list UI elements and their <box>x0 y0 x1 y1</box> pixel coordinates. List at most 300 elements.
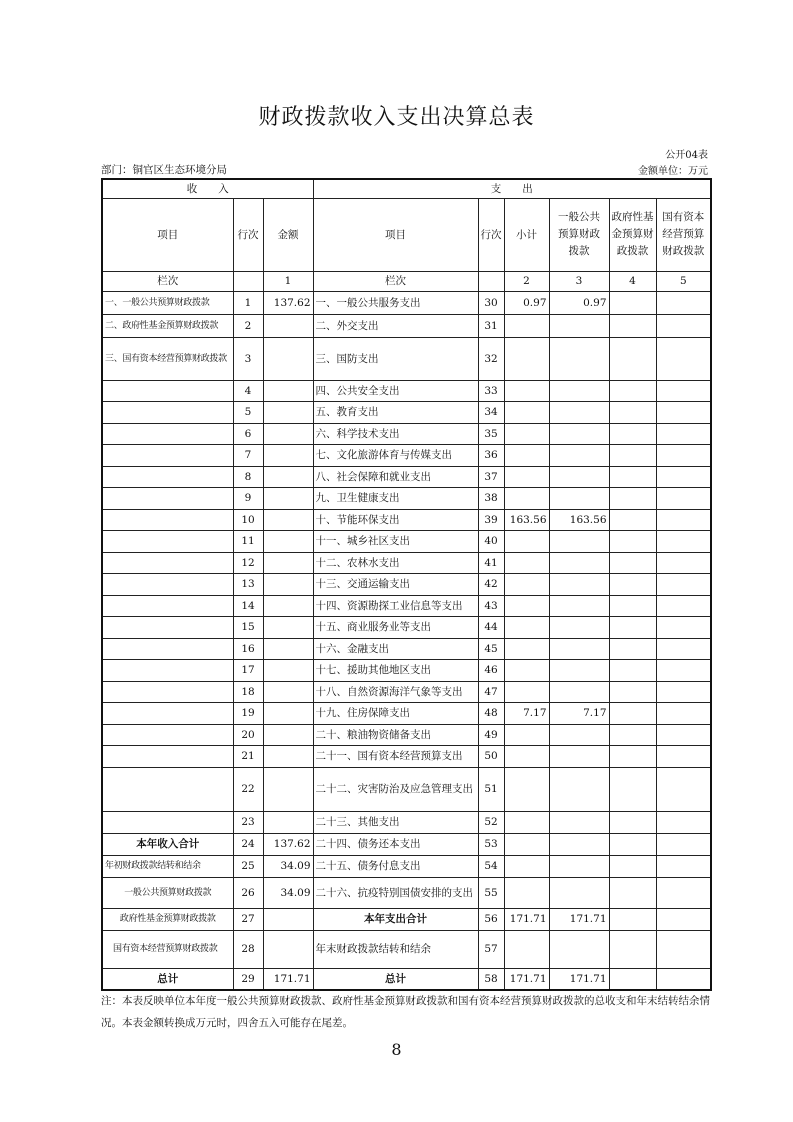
general-budget-cell <box>549 877 609 908</box>
state-capital-cell <box>656 833 711 855</box>
state-capital-cell <box>656 703 711 725</box>
expense-item-cell: 五、教育支出 <box>313 402 478 424</box>
gov-fund-index: 4 <box>609 271 656 291</box>
general-budget-cell <box>549 337 609 380</box>
income-item-cell <box>102 509 233 531</box>
income-line-cell: 6 <box>233 423 263 445</box>
income-amount-cell <box>263 703 313 725</box>
expense-item-cell: 年末财政拨款结转和结余 <box>313 930 478 968</box>
income-item-cell: 国有资本经营预算财政拨款 <box>102 930 233 968</box>
income-amount-cell <box>263 402 313 424</box>
expense-line-cell: 35 <box>478 423 504 445</box>
expense-item-cell: 十、节能环保支出 <box>313 509 478 531</box>
state-capital-cell <box>656 574 711 596</box>
state-capital-cell <box>656 380 711 402</box>
income-amount-cell: 34.09 <box>263 877 313 908</box>
subtotal-cell <box>504 314 549 337</box>
expense-line-cell: 34 <box>478 402 504 424</box>
income-amount-cell <box>263 595 313 617</box>
income-item-cell <box>102 402 233 424</box>
income-line-cell: 24 <box>233 833 263 855</box>
state-capital-cell <box>656 746 711 768</box>
table-footnote: 注：本表反映单位本年度一般公共预算财政拨款、政府性基金预算财政拨款和国有资本经营预算财政拨款的总收支和年末结转结余情况。本表金额转换成万元时，四舍五入可能存在尾差。 <box>101 995 710 1029</box>
income-item-cell <box>102 681 233 703</box>
subtotal-cell: 7.17 <box>504 703 549 725</box>
table-row <box>102 767 711 811</box>
income-amount-cell: 34.09 <box>263 855 313 877</box>
expense-line-cell: 45 <box>478 638 504 660</box>
expense-line-cell: 50 <box>478 746 504 768</box>
expense-line-cell: 52 <box>478 811 504 833</box>
table-row <box>102 466 711 488</box>
gov-fund-cell <box>609 877 656 908</box>
general-budget-cell: 7.17 <box>549 703 609 725</box>
state-capital-cell <box>656 811 711 833</box>
expense-item-cell: 二、外交支出 <box>313 314 478 337</box>
gov-fund-cell <box>609 531 656 553</box>
income-line-cell: 18 <box>233 681 263 703</box>
income-item-cell <box>102 767 233 811</box>
gov-fund-cell <box>609 855 656 877</box>
column-header-row <box>102 198 711 271</box>
general-budget-cell <box>549 746 609 768</box>
income-item-cell <box>102 466 233 488</box>
income-amount-cell <box>263 423 313 445</box>
income-item-header: 项目 <box>102 198 233 271</box>
income-line-cell: 22 <box>233 767 263 811</box>
form-number: 公开04表 <box>665 150 708 161</box>
table-row <box>102 488 711 510</box>
subtotal-header: 小计 <box>504 198 549 271</box>
income-line-cell: 29 <box>233 968 263 990</box>
income-amount-cell <box>263 380 313 402</box>
expense-line-cell: 47 <box>478 681 504 703</box>
subtotal-cell <box>504 681 549 703</box>
table-row <box>102 746 711 768</box>
gov-fund-cell <box>609 660 656 682</box>
expense-item-cell: 总计 <box>313 968 478 990</box>
state-capital-cell <box>656 552 711 574</box>
income-item-cell <box>102 638 233 660</box>
gov-fund-cell <box>609 423 656 445</box>
income-item-cell: 总计 <box>102 968 233 990</box>
income-item-cell: 三、国有资本经营预算财政拨款 <box>102 337 233 380</box>
expense-line-cell: 51 <box>478 767 504 811</box>
income-item-cell: 一、一般公共预算财政拨款 <box>102 291 233 314</box>
income-line-cell: 8 <box>233 466 263 488</box>
state-capital-cell <box>656 488 711 510</box>
expense-item-cell: 二十、粮油物资储备支出 <box>313 724 478 746</box>
expense-item-header: 项目 <box>313 198 478 271</box>
general-budget-cell: 171.71 <box>549 908 609 930</box>
expense-item-cell: 十四、资源勘探工业信息等支出 <box>313 595 478 617</box>
income-line-cell: 16 <box>233 638 263 660</box>
table-row <box>102 314 711 337</box>
general-budget-cell <box>549 445 609 467</box>
general-budget-cell <box>549 617 609 639</box>
gov-fund-cell <box>609 337 656 380</box>
subtotal-cell <box>504 930 549 968</box>
income-line-cell: 1 <box>233 291 263 314</box>
subtotal-cell <box>504 767 549 811</box>
expense-line-cell: 48 <box>478 703 504 725</box>
gov-fund-cell <box>609 595 656 617</box>
general-budget-cell <box>549 855 609 877</box>
income-group-header: 收 入 <box>102 179 313 198</box>
income-item-cell <box>102 703 233 725</box>
state-capital-cell <box>656 968 711 990</box>
general-budget-index: 3 <box>549 271 609 291</box>
gov-fund-cell <box>609 509 656 531</box>
subtotal-cell <box>504 638 549 660</box>
general-budget-cell <box>549 681 609 703</box>
general-budget-cell <box>549 531 609 553</box>
table-row <box>102 833 711 855</box>
subtotal-cell <box>504 877 549 908</box>
general-budget-cell <box>549 638 609 660</box>
expense-line-header: 行次 <box>478 198 504 271</box>
general-budget-cell <box>549 724 609 746</box>
income-item-cell <box>102 380 233 402</box>
subtotal-cell <box>504 337 549 380</box>
expense-line-cell: 36 <box>478 445 504 467</box>
state-capital-cell <box>656 445 711 467</box>
income-line-cell: 27 <box>233 908 263 930</box>
gov-fund-cell <box>609 833 656 855</box>
income-item-cell <box>102 746 233 768</box>
state-capital-header: 国有资本经营预算财政拨款 <box>656 198 711 271</box>
general-budget-cell: 163.56 <box>549 509 609 531</box>
subtotal-cell: 0.97 <box>504 291 549 314</box>
income-item-cell: 年初财政拨款结转和结余 <box>102 855 233 877</box>
subtotal-cell <box>504 552 549 574</box>
state-capital-cell <box>656 877 711 908</box>
expense-item-cell: 四、公共安全支出 <box>313 380 478 402</box>
table-row <box>102 703 711 725</box>
table-row <box>102 337 711 380</box>
income-item-cell <box>102 811 233 833</box>
gov-fund-cell <box>609 445 656 467</box>
subtotal-cell: 163.56 <box>504 509 549 531</box>
income-amount-cell <box>263 466 313 488</box>
income-line-header: 行次 <box>233 198 263 271</box>
income-amount-cell <box>263 811 313 833</box>
gov-fund-cell <box>609 314 656 337</box>
expense-item-cell: 七、文化旅游体育与传媒支出 <box>313 445 478 467</box>
state-capital-cell <box>656 930 711 968</box>
gov-fund-cell <box>609 968 656 990</box>
expense-line-cell: 54 <box>478 855 504 877</box>
expense-line-cell: 58 <box>478 968 504 990</box>
state-capital-cell <box>656 531 711 553</box>
income-line-cell: 21 <box>233 746 263 768</box>
subtotal-cell <box>504 531 549 553</box>
gov-fund-cell <box>609 811 656 833</box>
department-label: 部门：铜官区生态环境分局 <box>101 164 227 176</box>
income-amount-cell <box>263 337 313 380</box>
subtotal-cell <box>504 595 549 617</box>
gov-fund-header: 政府性基金预算财政拨款 <box>609 198 656 271</box>
subtotal-cell <box>504 660 549 682</box>
income-amount-cell: 137.62 <box>263 833 313 855</box>
gov-fund-cell <box>609 617 656 639</box>
general-budget-cell <box>549 402 609 424</box>
gov-fund-cell <box>609 574 656 596</box>
subtotal-cell <box>504 617 549 639</box>
table-row <box>102 291 711 314</box>
table-row <box>102 681 711 703</box>
expense-item-cell: 十八、自然资源海洋气象等支出 <box>313 681 478 703</box>
income-line-cell: 12 <box>233 552 263 574</box>
general-budget-cell: 0.97 <box>549 291 609 314</box>
income-amount-cell <box>263 574 313 596</box>
page-number: 8 <box>391 1040 402 1059</box>
subtotal-cell <box>504 811 549 833</box>
income-amount-cell <box>263 617 313 639</box>
expense-line-cell: 38 <box>478 488 504 510</box>
income-line-cell: 5 <box>233 402 263 424</box>
expense-line-cell: 32 <box>478 337 504 380</box>
table-row <box>102 509 711 531</box>
expense-item-cell: 十七、援助其他地区支出 <box>313 660 478 682</box>
subtotal-cell <box>504 833 549 855</box>
general-budget-cell <box>549 574 609 596</box>
subtotal-cell <box>504 855 549 877</box>
group-header-row <box>102 179 711 198</box>
expense-item-cell: 九、卫生健康支出 <box>313 488 478 510</box>
expense-item-cell: 一、一般公共服务支出 <box>313 291 478 314</box>
income-amount-cell: 171.71 <box>263 968 313 990</box>
table-row <box>102 877 711 908</box>
table-row <box>102 445 711 467</box>
general-budget-cell <box>549 314 609 337</box>
income-item-cell <box>102 531 233 553</box>
income-amount-cell <box>263 445 313 467</box>
subtotal-cell <box>504 445 549 467</box>
subtotal-cell <box>504 402 549 424</box>
general-budget-header: 一般公共预算财政拨款 <box>549 198 609 271</box>
income-item-cell <box>102 660 233 682</box>
expense-item-cell: 十三、交通运输支出 <box>313 574 478 596</box>
subtotal-cell <box>504 724 549 746</box>
general-budget-cell <box>549 767 609 811</box>
gov-fund-cell <box>609 380 656 402</box>
expense-item-cell: 十六、金融支出 <box>313 638 478 660</box>
income-amount-index: 1 <box>263 271 313 291</box>
expense-line-cell: 49 <box>478 724 504 746</box>
income-amount-header: 金额 <box>263 198 313 271</box>
income-line-cell: 14 <box>233 595 263 617</box>
state-capital-cell <box>656 617 711 639</box>
general-budget-cell <box>549 595 609 617</box>
general-budget-cell <box>549 423 609 445</box>
gov-fund-cell <box>609 681 656 703</box>
table-row <box>102 638 711 660</box>
expense-line-cell: 55 <box>478 877 504 908</box>
expense-line-cell: 57 <box>478 930 504 968</box>
expense-line-cell: 37 <box>478 466 504 488</box>
income-amount-cell <box>263 724 313 746</box>
income-item-cell <box>102 724 233 746</box>
income-line-cell: 9 <box>233 488 263 510</box>
income-line-cell: 19 <box>233 703 263 725</box>
gov-fund-cell <box>609 552 656 574</box>
income-line-cell: 17 <box>233 660 263 682</box>
income-line-cell: 3 <box>233 337 263 380</box>
gov-fund-cell <box>609 746 656 768</box>
income-amount-cell <box>263 509 313 531</box>
expense-item-cell: 二十六、抗疫特别国债安排的支出 <box>313 877 478 908</box>
table-row <box>102 402 711 424</box>
gov-fund-cell <box>609 402 656 424</box>
table-row <box>102 574 711 596</box>
state-capital-cell <box>656 291 711 314</box>
table-row <box>102 531 711 553</box>
expense-item-cell: 八、社会保障和就业支出 <box>313 466 478 488</box>
general-budget-cell <box>549 466 609 488</box>
gov-fund-cell <box>609 724 656 746</box>
income-item-cell <box>102 423 233 445</box>
gov-fund-cell <box>609 638 656 660</box>
income-amount-cell <box>263 767 313 811</box>
gov-fund-cell <box>609 767 656 811</box>
general-budget-cell <box>549 380 609 402</box>
general-budget-cell <box>549 660 609 682</box>
page-title: 财政拨款收入支出决算总表 <box>258 105 535 130</box>
subtotal-cell: 171.71 <box>504 908 549 930</box>
income-amount-cell <box>263 552 313 574</box>
state-capital-cell <box>656 595 711 617</box>
expense-item-cell: 三、国防支出 <box>313 337 478 380</box>
expense-line-cell: 41 <box>478 552 504 574</box>
income-amount-cell <box>263 681 313 703</box>
income-item-cell: 二、政府性基金预算财政拨款 <box>102 314 233 337</box>
expense-item-cell: 十二、农林水支出 <box>313 552 478 574</box>
general-budget-cell <box>549 488 609 510</box>
expense-item-cell: 二十二、灾害防治及应急管理支出 <box>313 767 478 811</box>
expense-item-cell: 二十四、债务还本支出 <box>313 833 478 855</box>
income-amount-cell: 137.62 <box>263 291 313 314</box>
subtotal-cell <box>504 488 549 510</box>
gov-fund-cell <box>609 703 656 725</box>
expense-line-cell: 40 <box>478 531 504 553</box>
income-line-index <box>233 271 263 291</box>
income-line-cell: 10 <box>233 509 263 531</box>
column-index-row <box>102 271 711 291</box>
table-row <box>102 908 711 930</box>
income-amount-cell <box>263 531 313 553</box>
gov-fund-cell <box>609 908 656 930</box>
expense-item-cell: 六、科学技术支出 <box>313 423 478 445</box>
expense-line-cell: 56 <box>478 908 504 930</box>
subtotal-index: 2 <box>504 271 549 291</box>
table-row <box>102 930 711 968</box>
general-budget-cell <box>549 833 609 855</box>
income-index-label: 栏次 <box>102 271 233 291</box>
expense-index-label: 栏次 <box>313 271 478 291</box>
state-capital-cell <box>656 767 711 811</box>
state-capital-cell <box>656 908 711 930</box>
state-capital-cell <box>656 423 711 445</box>
income-item-cell <box>102 595 233 617</box>
income-amount-cell <box>263 660 313 682</box>
state-capital-cell <box>656 660 711 682</box>
expense-line-index <box>478 271 504 291</box>
expense-line-cell: 53 <box>478 833 504 855</box>
income-item-cell <box>102 445 233 467</box>
table-row <box>102 617 711 639</box>
income-line-cell: 20 <box>233 724 263 746</box>
table-row <box>102 724 711 746</box>
income-line-cell: 11 <box>233 531 263 553</box>
expense-group-header: 支 出 <box>313 179 711 198</box>
income-amount-cell <box>263 930 313 968</box>
expense-item-cell: 二十五、债务付息支出 <box>313 855 478 877</box>
expense-line-cell: 31 <box>478 314 504 337</box>
income-amount-cell <box>263 314 313 337</box>
income-line-cell: 15 <box>233 617 263 639</box>
state-capital-cell <box>656 402 711 424</box>
state-capital-cell <box>656 855 711 877</box>
state-capital-cell <box>656 638 711 660</box>
table-row <box>102 552 711 574</box>
income-line-cell: 7 <box>233 445 263 467</box>
income-line-cell: 13 <box>233 574 263 596</box>
state-capital-index: 5 <box>656 271 711 291</box>
state-capital-cell <box>656 314 711 337</box>
state-capital-cell <box>656 724 711 746</box>
expense-line-cell: 42 <box>478 574 504 596</box>
income-item-cell <box>102 488 233 510</box>
expense-item-cell: 十九、住房保障支出 <box>313 703 478 725</box>
expense-item-cell: 本年支出合计 <box>313 908 478 930</box>
expense-line-cell: 43 <box>478 595 504 617</box>
gov-fund-cell <box>609 930 656 968</box>
state-capital-cell <box>656 337 711 380</box>
income-item-cell: 本年收入合计 <box>102 833 233 855</box>
subtotal-cell <box>504 746 549 768</box>
state-capital-cell <box>656 509 711 531</box>
table-row <box>102 660 711 682</box>
income-item-cell <box>102 552 233 574</box>
general-budget-cell <box>549 552 609 574</box>
state-capital-cell <box>656 466 711 488</box>
income-item-cell: 一般公共预算财政拨款 <box>102 877 233 908</box>
expense-item-cell: 二十一、国有资本经营预算支出 <box>313 746 478 768</box>
income-amount-cell <box>263 746 313 768</box>
gov-fund-cell <box>609 466 656 488</box>
expense-item-cell: 十五、商业服务业等支出 <box>313 617 478 639</box>
income-amount-cell <box>263 908 313 930</box>
income-item-cell: 政府性基金预算财政拨款 <box>102 908 233 930</box>
subtotal-cell: 171.71 <box>504 968 549 990</box>
income-item-cell <box>102 617 233 639</box>
expense-line-cell: 44 <box>478 617 504 639</box>
table-row <box>102 380 711 402</box>
table-row <box>102 968 711 990</box>
subtotal-cell <box>504 574 549 596</box>
general-budget-cell <box>549 811 609 833</box>
table-row <box>102 811 711 833</box>
expense-line-cell: 46 <box>478 660 504 682</box>
income-amount-cell <box>263 488 313 510</box>
fiscal-summary-table <box>101 178 712 991</box>
income-line-cell: 26 <box>233 877 263 908</box>
subtotal-cell <box>504 466 549 488</box>
income-amount-cell <box>263 638 313 660</box>
expense-line-cell: 33 <box>478 380 504 402</box>
gov-fund-cell <box>609 291 656 314</box>
